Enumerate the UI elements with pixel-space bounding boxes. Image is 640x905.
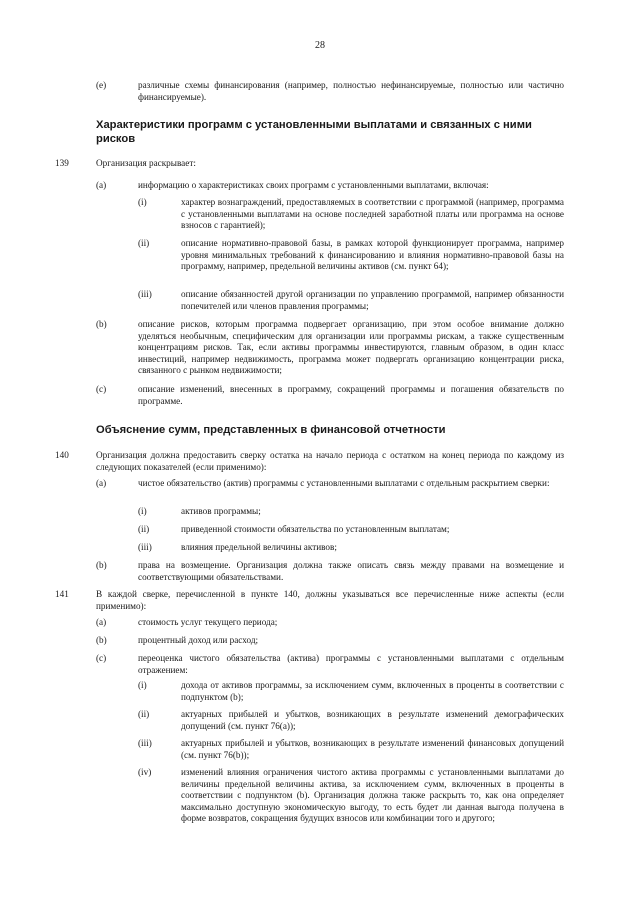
prev-item-text: различные схемы финансирования (например, полностью нефинансируемые, полностью или частично финансируемые). [138,80,564,102]
p141-a-text: стоимость услуг текущего периода; [138,617,278,627]
p141-a-label: (a) [96,617,107,627]
section-heading-explanation: Объяснение сумм, представленных в финансовой отчетности [96,424,446,436]
p140-a-ii-text: приведенной стоимости обязательства по установленным выплатам; [181,524,450,534]
p141-intro: В каждой сверке, перечисленной в пункте 140, должны указываться все перечисленные ниже аспекты (если применимо): [96,589,564,611]
p139-a-iii-label: (iii) [138,289,152,299]
p141-c-iii-label: (iii) [138,738,152,748]
p141-c-ii-label: (ii) [138,709,150,719]
p139-intro: Организация раскрывает: [96,158,196,168]
p141-c-iv-text: изменений влияния ограничения чистого актива программы с установленными выплатами до величины предельной величины актива, за исключением сумм, включенных в проценты в соответствии с подпунктом (b). Организация должна также раскрыть то, как она определяет максимально доступную экономическую выгоду, то есть будет ли данная выгода получена в форме возвратов, сокращения будущих взносов или комбинации того и другого; [181,767,564,824]
p139-b-text: описание рисков, которым программа подвергает организацию, при этом особое внимание должно уделяться необычным, специфическим для организации или программы рискам, а также существенным концентрациям рисков. Так, если активы программы инвестируются, главным образом, в один класс инвестиций, например недвижимость, программа может подвергать организацию концентрации риска, связанного с рынком недвижимости; [138,319,564,376]
p139-a-i-text: характер вознаграждений, предоставляемых в соответствии с программой (например, программа с установленными выплатами на основе последней заработной платы или программа на основе взносов с гарантией); [181,197,564,231]
p140-b-label: (b) [96,560,107,570]
page-number: 28 [315,40,325,51]
paragraph-number-141: 141 [55,589,69,599]
p141-c-ii-text: актуарных прибылей и убытков, возникающих в результате изменений демографических допущений (см. пункт 76(a)); [181,709,564,731]
p140-b-text: права на возмещение. Организация должна также описать связь между правами на возмещение и соответствующими обязательствами. [138,560,564,582]
p140-a-label: (a) [96,478,107,488]
p141-c-text: переоценка чистого обязательства (актива) программы с установленными выплатами с отдельным отражением: [138,653,564,675]
p139-a-text: информацию о характеристиках своих программ с установленными выплатами, включая: [138,180,489,190]
p140-a-ii-label: (ii) [138,524,150,534]
p139-b-label: (b) [96,319,107,329]
paragraph-number-140: 140 [55,450,69,460]
prev-item-label: (e) [96,80,107,90]
p139-a-i-label: (i) [138,197,147,207]
p139-c-label: (c) [96,384,107,394]
p141-b-label: (b) [96,635,107,645]
paragraph-number-139: 139 [55,158,69,168]
p141-c-iv-label: (iv) [138,767,152,777]
section-heading-characteristics: Характеристики программ с установленными выплатами и связанных с ними рисков [96,119,532,145]
p140-a-iii-text: влияния предельной величины активов; [181,542,337,552]
p140-a-text: чистое обязательство (актив) программы с установленными выплатами с отдельным раскрытием сверки: [138,478,550,488]
p141-c-iii-text: актуарных прибылей и убытков, возникающих в результате изменений финансовых допущений (см. пункт 76(b)); [181,738,564,760]
p141-c-label: (c) [96,653,107,663]
p139-a-ii-text: описание нормативно-правовой базы, в рамках которой функционирует программа, например уровня минимальных требований к финансированию и влияния нормативно-правовой базы на программу, например, предельной величины активов (см. пункт 64); [181,238,564,272]
p140-a-i-text: активов программы; [181,506,261,516]
p139-a-label: (a) [96,180,107,190]
p140-a-iii-label: (iii) [138,542,152,552]
p140-a-i-label: (i) [138,506,147,516]
p139-a-ii-label: (ii) [138,238,150,248]
p139-a-iii-text: описание обязанностей другой организации по управлению программой, например обязанности попечителей или членов правления программы; [181,289,564,311]
p140-intro: Организация должна предоставить сверку остатка на начало периода с остатком на конец периода по каждому из следующих показателей (если применимо): [96,450,564,472]
p139-c-text: описание изменений, внесенных в программу, сокращений программы и погашения обязательств по программе. [138,384,564,406]
p141-c-i-text: дохода от активов программы, за исключением сумм, включенных в проценты в соответствии с подпунктом (b); [181,680,564,702]
p141-b-text: процентный доход или расход; [138,635,259,645]
p141-c-i-label: (i) [138,680,147,690]
